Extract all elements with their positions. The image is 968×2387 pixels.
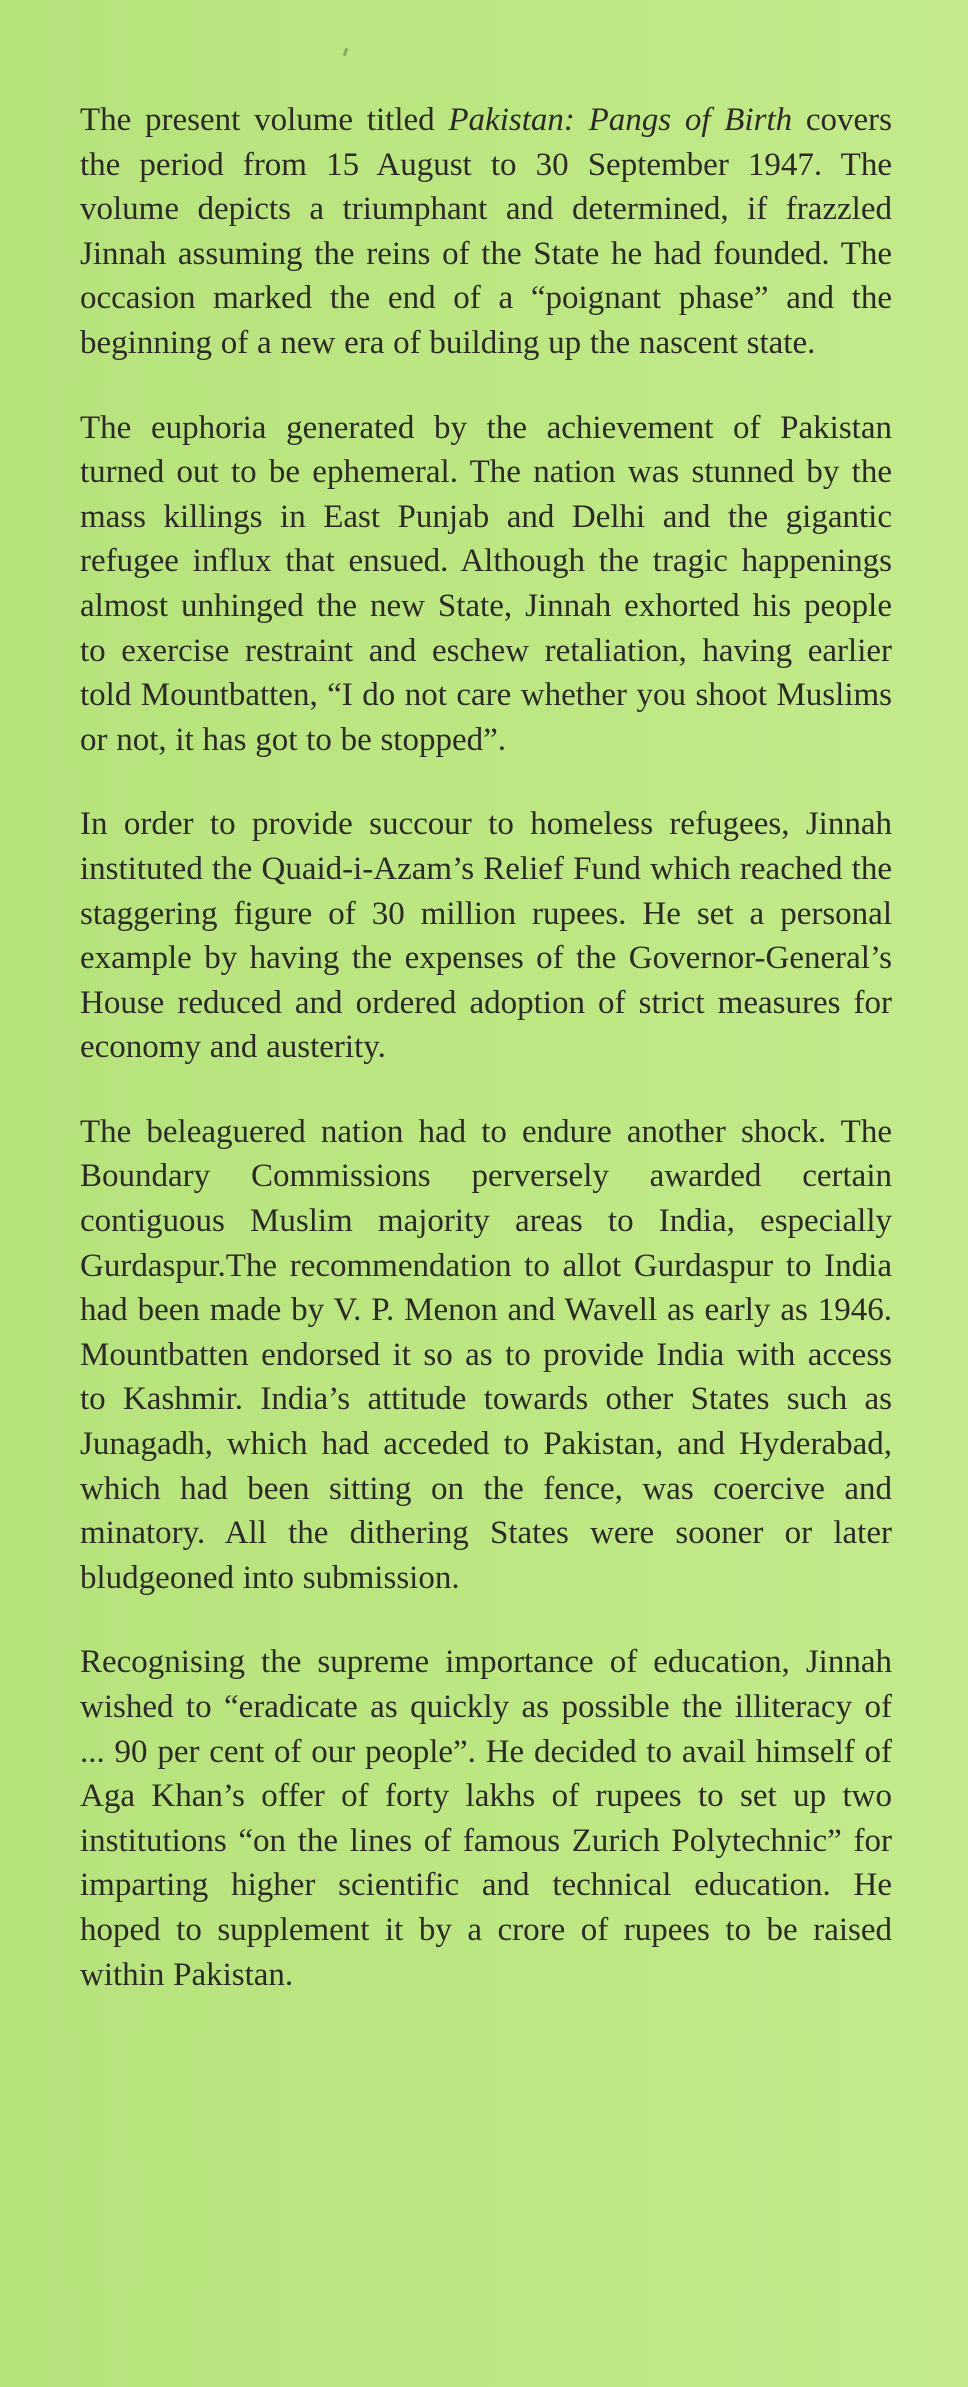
text-column — [80, 98, 892, 2037]
paragraph-intro — [80, 98, 892, 366]
volume-title: Pakistan: Pangs of Birth — [448, 102, 793, 138]
paragraph-boundary-commissions: The beleaguered nation had to endure another shock. The Boundary Commissions perversely awarded certain contiguous Muslim majority areas to India, especially Gurdaspur.The recommendation to allot Gurdaspur to India had been made by V. P. Menon and Wavell as early as 1946. Mountbatten endorsed it so as to provide India with access to Kashmir. India’s attitude towards other States such as Junagadh, which had acceded to Pakistan, and Hyderabad, which had been sitting on the fence, was coercive and minatory. All the dithering States were sooner or later bludgeoned into submission. — [80, 1113, 892, 1596]
paragraph-euphoria: The euphoria generated by the achievement of Pakistan turned out to be ephemeral. The nation was stunned by the mass killings in East Punjab and Delhi and the gigantic refugee influx that ensued. Although the tragic happenings almost unhinged the new State, Jinnah exhorted his people to exercise restraint and eschew retaliation, having earlier told Mountbatten, “I do not care whether you shoot Muslims or not, it has got to be stopped”. — [80, 409, 892, 758]
paragraph-relief-fund: In order to provide succour to homeless refugees, Jinnah instituted the Quaid-i-Azam’s Relief Fund which reached the staggering figure of 30 million rupees. He set a personal example by having the expenses of the Governor-General’s House reduced and ordered adoption of strict measures for economy and austerity. — [80, 806, 892, 1066]
intro-lead-text: The present volume titled — [80, 102, 449, 138]
print-speck — [343, 48, 349, 57]
intro-rest-text: covers the period from 15 August to 30 September 1947. The volume depicts a triumphant and determined, if frazzled Jinnah assuming the reins of the State he had founded. The occasion marked the end of a “poignant phase” and the beginning of a new era of building up the nascent state. — [80, 102, 892, 361]
paragraph-education: Recognising the supreme importance of education, Jinnah wished to “eradicate as quickly as possible the illiteracy of ... 90 per cent of our people”. He decided to avail himself of Aga Khan’s offer of forty lakhs of rupees to set up two institutions “on the lines of famous Zurich Polytechnic” for imparting higher scientific and technical education. He hoped to supplement it by a crore of rupees to be raised within Pakistan. — [80, 1644, 892, 1993]
